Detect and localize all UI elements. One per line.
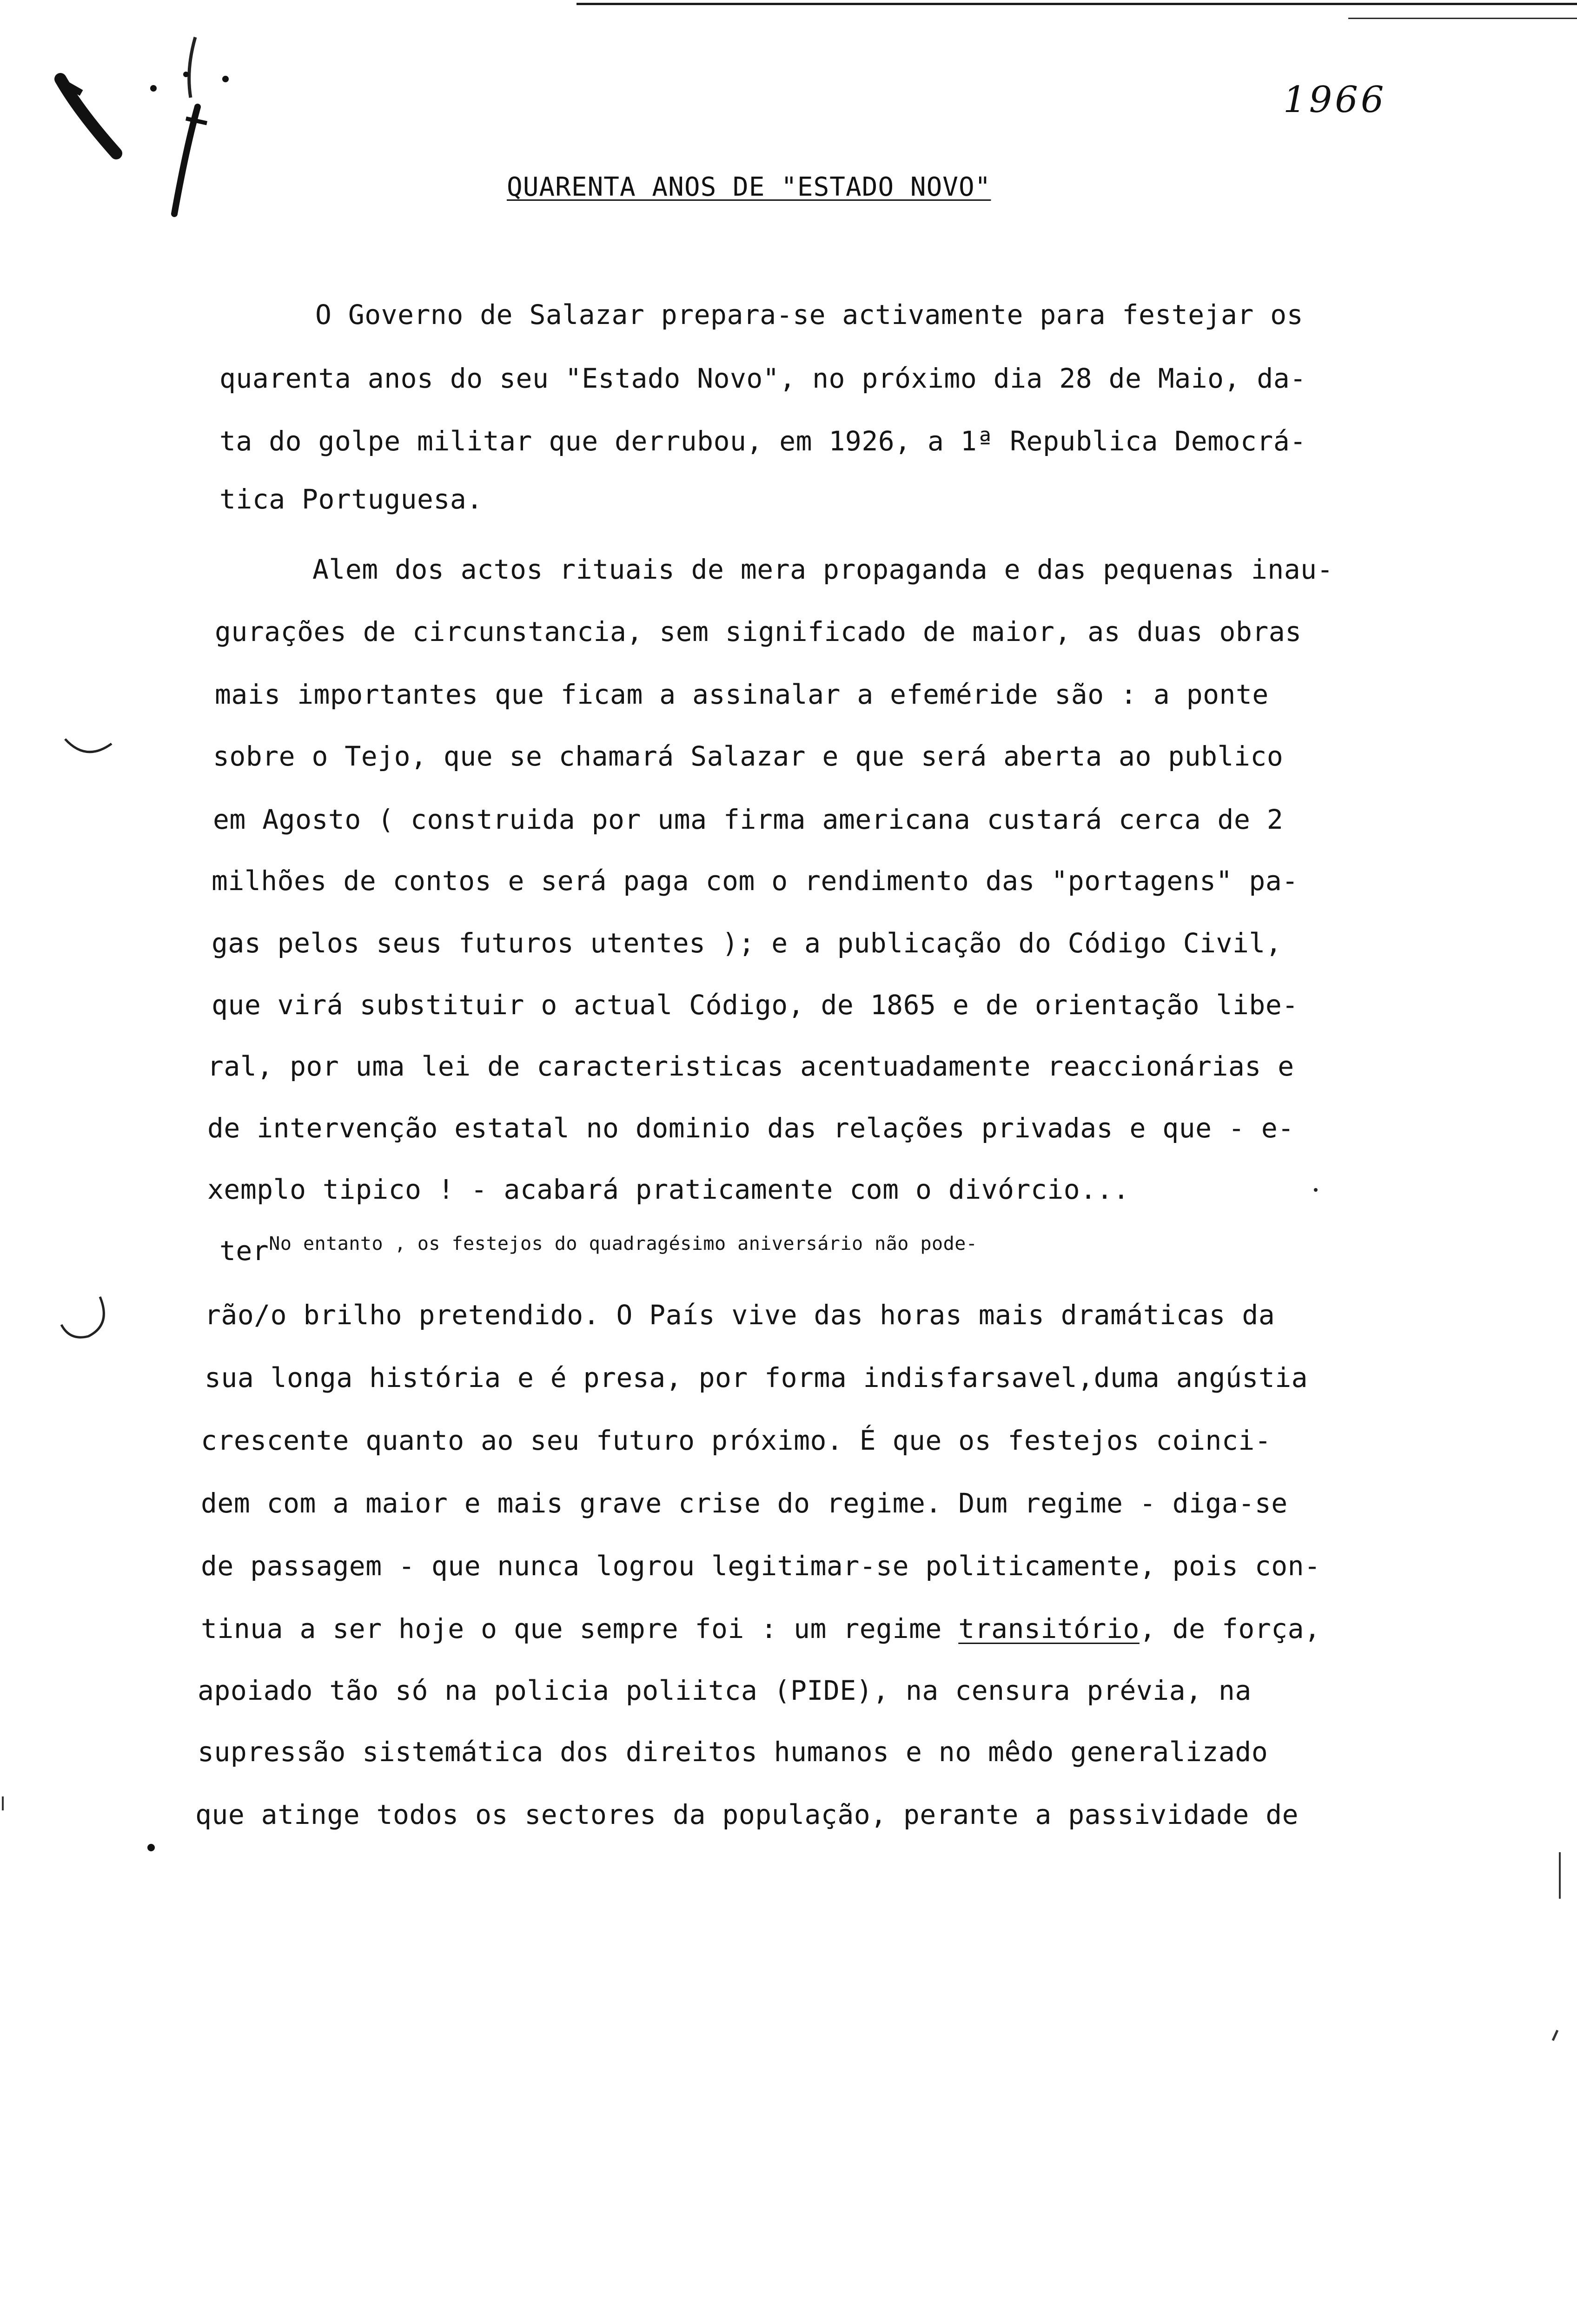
handwritten-mark-icon — [46, 19, 260, 223]
text-line-3: ta do golpe militar que derrubou, em 1926, a 1ª Republica Democrá- — [219, 425, 1306, 457]
text-line-22 — [201, 1615, 1321, 1642]
text-line-21: de passagem - que nunca logrou legitimar-se politicamente, pois con- — [201, 1550, 1321, 1582]
text-line-19: crescente quanto ao seu futuro próximo. É que os festejos coinci- — [201, 1425, 1272, 1456]
margin-tick-icon — [0, 1794, 9, 1813]
text-line-5: Alem dos actos rituais de mera propaganda e das pequenas inau- — [312, 554, 1333, 585]
text-line-13: ral, por uma lei de caracteristicas acentuadamente reaccionárias e — [207, 1050, 1294, 1082]
top-border-line-secondary — [1348, 18, 1577, 19]
line-22-end: , de força, — [1139, 1613, 1321, 1644]
margin-dot-icon — [1311, 1185, 1320, 1195]
margin-mark-icon — [60, 734, 116, 767]
text-line-4: tica Portuguesa. — [219, 483, 483, 515]
text-line-2: quarenta anos do seu "Estado Novo", no próximo dia 28 de Maio, da- — [219, 363, 1306, 394]
text-line-18: sua longa história e é presa, por forma indisfarsavel,duma angústia — [205, 1362, 1308, 1393]
margin-mark-icon — [56, 1292, 112, 1343]
text-line-16 — [219, 1233, 978, 1267]
handwritten-year-note: 1966 — [1283, 79, 1387, 121]
text-line-1: O Governo de Salazar prepara-se activamente para festejar os — [315, 299, 1304, 330]
text-line-8: sobre o Tejo, que se chamará Salazar e que será aberta ao publico — [213, 740, 1284, 772]
document-title: QUARENTA ANOS DE "ESTADO NOVO" — [507, 172, 991, 202]
margin-insert: ter — [219, 1235, 269, 1267]
text-line-15: xemplo tipico ! - acabará praticamente com o divórcio... — [207, 1174, 1130, 1205]
margin-tick-icon — [1548, 2027, 1562, 2045]
text-line-23: apoiado tão só na policia poliitca (PIDE), na censura prévia, na — [198, 1675, 1252, 1706]
text-line-25: que atinge todos os sectores da população, perante a passividade de — [195, 1799, 1299, 1830]
text-line-20: dem com a maior e mais grave crise do regime. Dum regime - diga-se — [201, 1487, 1288, 1519]
line-22-start: tinua a ser hoje o que sempre foi : um regime — [201, 1613, 959, 1644]
underlined-word: transitório — [958, 1613, 1140, 1644]
text-line-17: rão/o brilho pretendido. O País vive das horas mais dramáticas da — [205, 1299, 1275, 1331]
text-line-9: em Agosto ( construida por uma firma americana custará cerca de 2 — [213, 804, 1284, 835]
margin-tick-icon — [1553, 1850, 1567, 1901]
text-line-12: que virá substituir o actual Código, de 1865 e de orientação libe- — [212, 989, 1299, 1021]
margin-dot-icon — [144, 1841, 158, 1855]
text-line-7: mais importantes que ficam a assinalar a efeméride são : a ponte — [215, 679, 1269, 710]
top-border-line — [576, 3, 1577, 5]
text-line-11: gas pelos seus futuros utentes ); e a publicação do Código Civil, — [212, 927, 1282, 959]
text-line-10: milhões de contos e será paga com o rendimento das "portagens" pa- — [212, 865, 1299, 897]
line-16-text: No entanto , os festejos do quadragésimo aniversário não pode- — [269, 1233, 978, 1254]
text-line-14: de intervenção estatal no dominio das relações privadas e que - e- — [207, 1112, 1294, 1144]
text-line-6: gurações de circunstancia, sem significado de maior, as duas obras — [215, 616, 1302, 647]
text-line-24: supressão sistemática dos direitos humanos e no mêdo generalizado — [198, 1736, 1268, 1768]
